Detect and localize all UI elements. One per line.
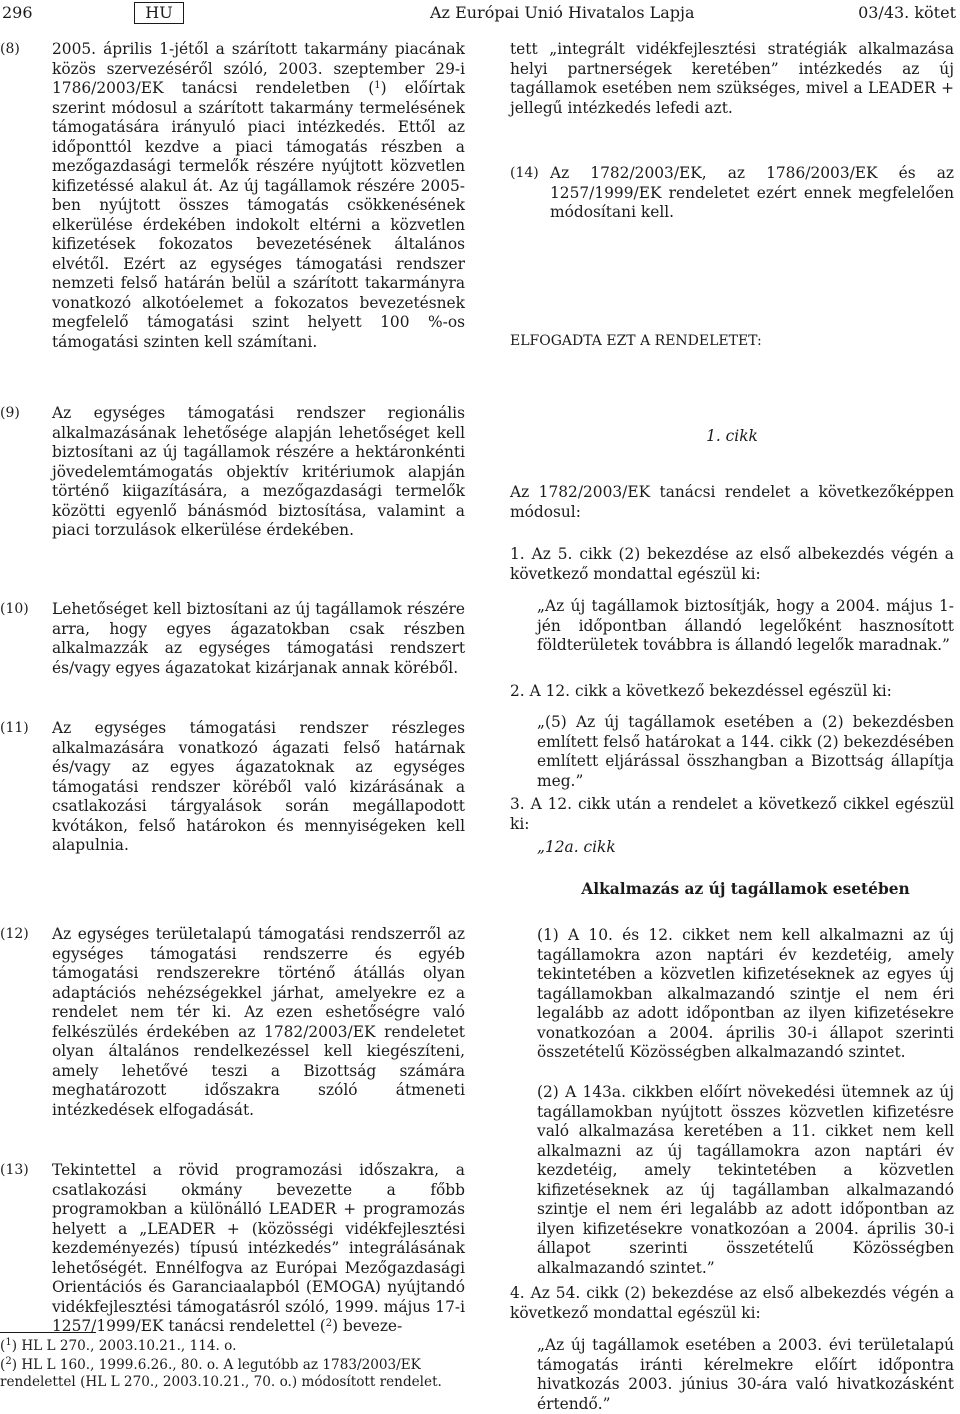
amendment-point-1: 1. Az 5. cikk (2) bekezdése az első albekezdés végén a következő mondattal egészül ki: [510,545,954,583]
recital-text: Lehetőséget kell biztosítani az új tagállamok részére arra, hogy egyes ágazatokban csak részben alkalmazzák az egységes támogatási rendszert és/vagy egyes ágazatokat kizárjanak annak köréből. [52,600,465,677]
recital-text: Az 1782/2003/EK, az 1786/2003/EK és az 1257/1999/EK rendeletet ezért ennek megfelelően módosítani kell. [550,164,954,221]
article-heading: 1. cikk [706,427,758,445]
amendment-quote-4: „Az új tagállamok esetében a 2003. évi területalapú támogatás iránti kérelmekre előírt időpontra hivatkozás 2003. június 30-ára való hivatkozásként értendő.” [537,1336,954,1413]
amendment-quote-1: „Az új tagállamok biztosítják, hogy a 2004. május 1-jén időpontban állandó legelőként hasznosított földterületek továbbra is állandó legelők maradnak.” [537,597,954,654]
recital-text: Az egységes támogatási rendszer regionális alkalmazásának lehetősége alapján lehetőséget kell biztosítani az új tagállamok részére a hektáronkénti jövedelemtámogatás objektív kritériumok alapján történő kiigazítására, a mezőgazdasági termelők közötti egyenlő bánásmód biztosítása, valamint a piaci torzulások elkerülése érdekében. [52,404,465,539]
recital-text: 2005. április 1-jétől a szárított takarmány piacának közös szervezéséről szóló, 2003. szeptember 29-i 1786/2003/EK tanácsi rendeletben ($^1$) előírtak szerint módosul a szárított takarmány termelésének támogatására irányuló piaci intézkedés. Ettől az időponttól kezdve a piaci támogatás részben a mezőgazdasági termelők részére nyújtott közvetlen kifizetéssé alakul át. Az új tagállamok részére 2005-ben nyújtott összes támogatás csökkenésének elkerülése érdekében indokolt eltérni a közvetlen kifizetések fokozatos bevezetésének általános elvétől. Ezért az egységes támogatási rendszer nemzeti felső határán belül a szárított takarmányra vonatkozó alkotóelemet a fokozatos bevezetésnek megfelelő támogatási szint helyett 100 %-os támogatási szinten kell számítani. [52,40,465,351]
amendment-quote-2: „(5) Az új tagállamok esetében a (2) bekezdésben említett felső határokat a 144. cikk (2) bekezdésében említett eljárással összhangban a Bizottság állapítja meg.” [537,713,954,790]
recital-text: Az egységes támogatási rendszer részleges alkalmazására vonatkozó ágazati felső határnak és/vagy az egyes ágazatoknak az egységes támogatási rendszer köréből való kizárásának a csatlakozási tárgyalások során megállapodott kvótákon, felső határokon és mennyiségeken kell alapulnia. [52,719,465,854]
page-number: 296 [2,3,33,22]
footnote-ref[interactable]: 1 [374,80,381,91]
footnote-ref[interactable]: 2 [325,1318,333,1329]
recital-number: (13) [0,1162,29,1178]
footnote-2: ($^2$) HL L 160., 1999.6.26., 80. o. A legutóbb az 1783/2003/EK rendelettel (HL L 270., 2003.10.21., 70. o.) módosított rendelet. [0,1356,442,1390]
recital-number: (9) [0,405,20,421]
recital-text: Az egységes területalapú támogatási rendszerről az egységes támogatási rendszerre és egyéb támogatási rendszerekre történő átállás olyan adaptációs nehézségekkel járhat, amelyekre ez a rendelet nem tér ki. Az ezen eshetőségre való felkészülés érdekében az 1782/2003/EK rendeletet olyan általános rendelkezéssel kell kiegészíteni, amely lehetővé teszi a Bizottság számára meghatározott időszakra szóló átmeneti intézkedések elfogadását. [52,925,465,1119]
recital-number: (12) [0,926,29,942]
language-code-box: HU [134,2,184,24]
footnote-divider [0,1332,96,1333]
article-intro: Az 1782/2003/EK tanácsi rendelet a következőképpen módosul: [510,483,954,521]
recital-text: Tekintettel a rövid programozási időszakra, a csatlakozási okmány bevezette a főbb programokban a különálló LEADER + programozás helyett a „LEADER + (közösségi vidékfejlesztési kezdeményezés) típusú intézkedés” integrálásának lehetőségét. Ennélfogva az Európai Mezőgazdasági Orientációs és Garanciaalapból (EMOGA) nyújtandó vidékfejlesztési támogatásról szóló, 1999. május 17-i 1257/1999/EK tanácsi rendelettel ($^2$) beveze- [52,1161,465,1335]
recital-number: (11) [0,720,29,736]
recital-number: (8) [0,41,20,57]
new-article-title: Alkalmazás az új tagállamok esetében [581,880,910,898]
amendment-point-2: 2. A 12. cikk a következő bekezdéssel egészül ki: [510,682,892,700]
issue-number: 03/43. kötet [858,3,956,22]
page-header [0,2,960,24]
recital-13-continuation: tett „integrált vidékfejlesztési stratégiák alkalmazása helyi partnerségek keretében” intézkedés az új tagállamok esetében nem szükséges, mivel a LEADER + jellegű intézkedés lefedi azt. [510,40,954,117]
amendment-point-4: 4. Az 54. cikk (2) bekezdése az első albekezdés végén a következő mondattal egészül ki: [510,1284,954,1322]
adoption-formula: ELFOGADTA EZT A RENDELETET: [510,333,762,349]
amendment-point-3: 3. A 12. cikk után a rendelet a következő cikkel egészül ki: [510,795,954,833]
footnote-1: ($^1$) HL L 270., 2003.10.21., 114. o. [0,1337,237,1354]
new-article-reference: „12a. cikk [537,838,616,856]
recital-number: (14) [510,165,539,181]
new-article-paragraph-1: (1) A 10. és 12. cikket nem kell alkalmazni az új tagállamokra azon naptári év kezdetéig, amely tekintetében a közvetlen kifizetéseknek az egyes új tagállamokban alkalmazandó szintje el nem éri legalább az adott időpontban az ilyen kifizetésekre vonatkozóan a 2004. április 30-i állapot szerinti összetételű Közösségben alkalmazandó szintet. [537,926,954,1061]
recital-number: (10) [0,601,29,617]
new-article-paragraph-2: (2) A 143a. cikkben előírt növekedési ütemnek az új tagállamokban nyújtott összes közvetlen kifizetésre való alkalmazása keretében a 11. cikket nem kell alkalmazni az új tagállamokra azon naptári év kezdetéig, amely tekintetében a közvetlen kifizetéseknek az új tagállamban alkalmazandó szintje el nem éri legalább az adott időpontban az ilyen kifizetésekre vonatkozóan a 2004. április 30-i állapot szerinti összetételű Közösségben alkalmazandó szintet.” [537,1083,954,1277]
journal-title: Az Európai Unió Hivatalos Lapja [430,3,695,22]
